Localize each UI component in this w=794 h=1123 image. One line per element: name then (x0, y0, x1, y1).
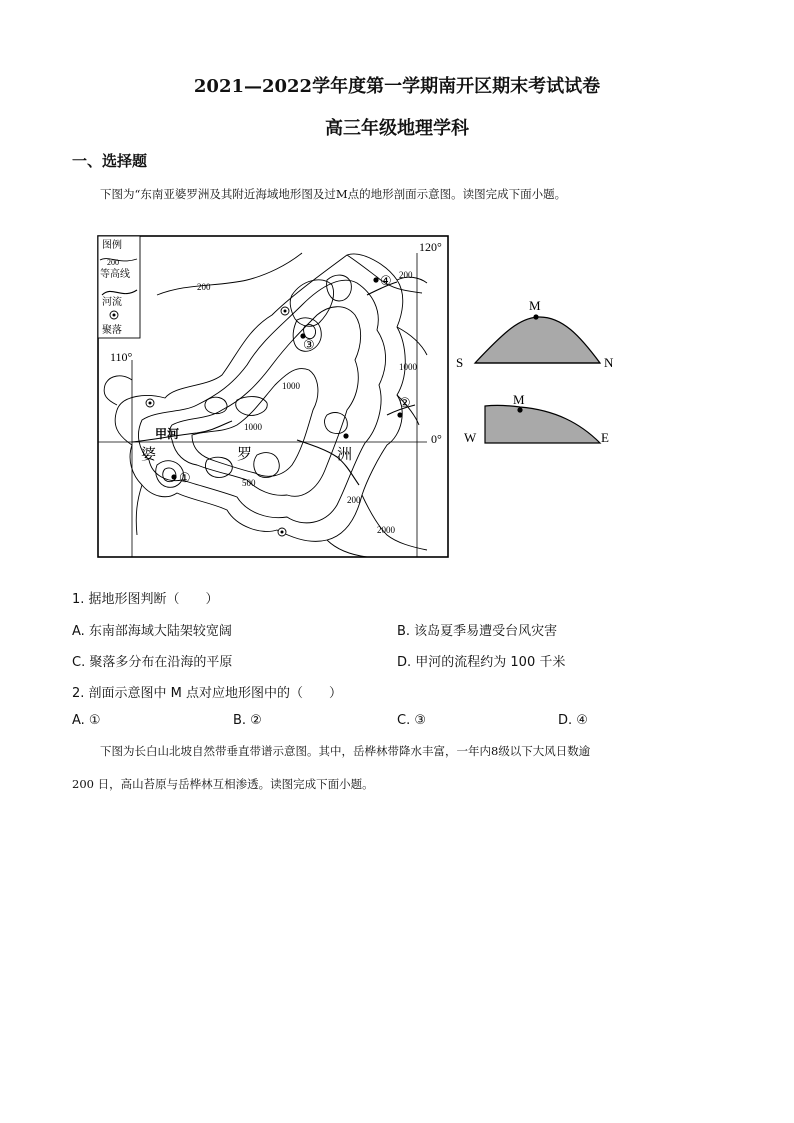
profile-sn-left-label: S (456, 355, 464, 370)
q1-option-c[interactable]: C. 聚落多分布在沿海的平原 (72, 655, 233, 670)
contour-value: 200 (197, 282, 211, 292)
legend-contour-value: 200 (107, 258, 119, 267)
section-heading: 一、选择题 (72, 152, 148, 170)
profile-sn-right-label: N (604, 355, 614, 370)
island-char-1: 婆 (141, 447, 157, 463)
profile-sn-peak-label: M (529, 298, 541, 313)
intro2-line1: 下图为长白山北坡自然带垂直带谱示意图。其中，岳桦林带降水丰富，一年内8级以下大风日数逾 (100, 744, 591, 758)
question-2-stem: 2. 剖面示意图中 M 点对应地形图中的（ ） (72, 686, 343, 701)
intro2-line2: 200 日，高山苔原与岳桦林互相渗透。读图完成下面小题。 (72, 777, 374, 791)
contour-value: 2000 (377, 525, 395, 535)
exam-subtitle: 高三年级地理学科 (325, 118, 469, 139)
question-1-stem: 1. 据地形图判断（ ） (72, 592, 219, 607)
q2-option-d[interactable]: D. ④ (558, 713, 588, 728)
q1-option-d[interactable]: D. 甲河的流程约为 100 千米 (397, 655, 566, 670)
point-2-label: ② (399, 395, 411, 410)
topographic-map (97, 235, 451, 560)
legend-title: 图例 (102, 240, 122, 251)
profile-we-left-label: W (464, 430, 477, 445)
q2-option-b[interactable]: B. ② (233, 713, 262, 728)
point-3-label: ③ (303, 337, 315, 352)
contour-value: 200 (399, 270, 413, 280)
profile-sn (450, 296, 625, 371)
lon-120-label: 120° (419, 240, 442, 254)
q1-option-b[interactable]: B. 该岛夏季易遭受台风灾害 (397, 624, 558, 639)
contour-value: 500 (242, 478, 256, 488)
q1-option-a[interactable]: A. 东南部海域大陆架较宽阔 (72, 624, 232, 639)
lon-110-label: 110° (110, 350, 133, 364)
contour-value: 1000 (244, 422, 262, 432)
exam-title: 2021—2022学年度第一学期南开区期末考试试卷 (193, 76, 601, 97)
q2-option-c[interactable]: C. ③ (397, 713, 426, 728)
profile-we (460, 388, 620, 450)
intro-paragraph: 下图为“东南亚婆罗洲及其附近海域地形图及过M点的地形剖面示意图。读图完成下面小题。 (100, 187, 567, 201)
legend-settlement-label: 聚落 (102, 325, 122, 336)
point-1-label: ① (179, 470, 191, 485)
island-char-3: 洲 (337, 447, 353, 463)
legend-river-label: 河流 (102, 297, 122, 308)
island-char-2: 罗 (237, 447, 253, 463)
q2-option-a[interactable]: A. ① (72, 713, 101, 728)
lat-0-label: 0° (431, 432, 442, 446)
profile-we-peak-label: M (513, 392, 525, 407)
contour-value: 200 (347, 495, 361, 505)
profile-we-right-label: E (601, 430, 609, 445)
contour-value: 1000 (399, 362, 417, 372)
contour-value: 1000 (282, 381, 300, 391)
point-4-label: ④ (380, 273, 392, 288)
river-jia-label: 甲河 (155, 427, 180, 441)
legend-contour-label: 等高线 (100, 269, 130, 280)
